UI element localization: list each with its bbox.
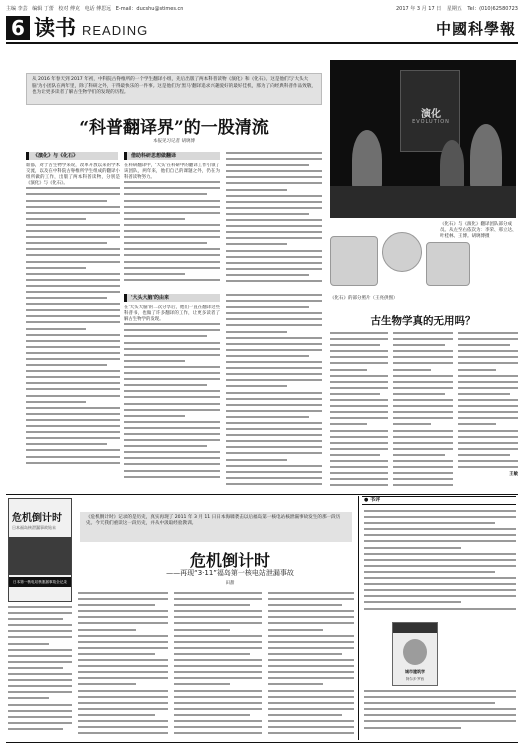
second-headline: 危机倒计时: [189, 551, 270, 570]
right-byline: 王敏: [509, 472, 518, 478]
text-lines: [364, 690, 516, 729]
sidebar-book-author: 阿尔多·罗西: [405, 677, 425, 681]
bottom-column-3: [268, 592, 354, 738]
bottom-column-0: [8, 606, 72, 738]
photo-caption: 《化石》与《演化》翻译团队部分成员。从左至右依次为：李荣、邢立达、叶桂林、王博。胡璃博摄: [440, 222, 517, 240]
text-lines: [124, 323, 220, 477]
top-info-bar: [6, 3, 518, 13]
book-cover-title: 危机倒计时: [12, 513, 62, 524]
text-lines: [226, 294, 322, 485]
editor-credit: 校对 傅克: [58, 5, 80, 12]
article-column-3: [226, 152, 322, 290]
article-column-1: [26, 163, 120, 493]
section-title: 读书: [34, 16, 76, 40]
person-figure: [470, 124, 502, 190]
section-title-en: READING: [82, 23, 149, 38]
fossil-images: [330, 232, 516, 292]
text-lines: [458, 332, 518, 468]
phone: Tel：(010)62580723: [467, 5, 518, 12]
book-cover-art: [403, 639, 427, 665]
text-lines: [124, 181, 220, 281]
right-column-1: [330, 332, 388, 492]
text-lines: [393, 332, 453, 486]
team-photo: [330, 60, 516, 218]
section-divider: [6, 494, 518, 495]
person-figure: [352, 130, 382, 190]
book-cover-header: [393, 623, 437, 633]
fossil-caption: 《化石》的部分照片（王亮供图）: [330, 296, 398, 301]
table: [330, 186, 516, 218]
second-byline: 田甜: [225, 581, 235, 586]
sidebar-title: ● 书评: [362, 496, 516, 505]
editor-credit: 编辑 丁蕾: [32, 5, 54, 12]
text-lines: [8, 606, 72, 730]
text-lines: [226, 152, 322, 282]
text-lines: [330, 332, 388, 486]
book-cover: [8, 498, 72, 602]
second-subheadline: ——再现“3·11”福岛第一核电站泄漏事故: [166, 569, 294, 577]
text-lines: [26, 187, 120, 463]
article-column-2b: [124, 305, 220, 493]
book-cover-band: 日本第一核电站核泄漏事故全记录: [9, 577, 71, 587]
bottom-column-2: [174, 592, 262, 738]
column-divider: [358, 496, 359, 740]
sidebar-text: [364, 510, 516, 618]
text-lines: [268, 592, 354, 734]
sidebar-text-2: [364, 690, 516, 738]
text-lines: [364, 510, 516, 610]
page-number: 6: [6, 16, 30, 40]
column-lead: 在'大头大脑'的二次分享后，他们一直在翻译这些科普书，也做了许多翻译的工作，让更多读者了解古生物学的发现。: [124, 305, 220, 323]
subhead-3: '大头大脑'的由来: [124, 294, 220, 302]
fossil-image: [426, 242, 470, 286]
right-column-2: [393, 332, 453, 492]
article-column-2: [124, 163, 220, 289]
text-lines: [174, 592, 262, 734]
person-figure: [440, 140, 464, 190]
fossil-image: [382, 232, 422, 272]
right-column-3: [458, 332, 518, 492]
email: E-mail：ducshu@stimes.cn: [115, 5, 184, 12]
book-cover-subtitle: 日本福岛核泄漏事故始末: [12, 525, 56, 530]
fossil-image: [330, 236, 378, 286]
book-title-en: EVOLUTION: [412, 119, 450, 125]
weekday: 星期五: [446, 5, 462, 12]
column-lead: 谁都，对于古生物学来说，改革开放以来的学术交流，以及在中科院古脊椎所学生组成的翻译小组所做的工作，出版了两本科普读物，分别是《演化》与《化石》。: [26, 163, 120, 187]
book-title: 演化: [421, 109, 441, 120]
footer-rule: [6, 742, 518, 743]
editor-credit: 电话 傅思远: [84, 5, 112, 12]
book-cover-image: [9, 537, 71, 575]
issue-date: 2017 年 3 月 17 日: [396, 5, 442, 12]
main-headline: “科普翻译界”的一股清流: [79, 118, 269, 138]
intro-box: 从 2016 年春天到 2017 年初，中科院古脊椎所的一个学生翻译小组，先后出版了两本科普读物《演化》和《化石》。这是他们与'大头大脑'为小团队在两年里，除了科研之外，干得最快乐的一件事。这是他们为'黑马'翻译追求兴趣爱好的最好佳机，那为了向经典科普作品致敬，也为让更多读者了解古生物学们的发现的历程。: [26, 73, 322, 105]
subhead-2: 借助科研思想做翻译: [124, 152, 220, 160]
sidebar-book-title: 城市建筑学: [405, 669, 425, 674]
bottom-column-1: [78, 592, 168, 738]
main-byline: 本报见习记者 胡璃博: [153, 139, 195, 144]
feature-intro-box: 《危机倒计时》记录的是历史，真实再现了 2011 年 3 月 11 日日本海啸袭击以后福岛第一核电站核泄漏事故发生的那一段历史。今天我们重读这一段历史，并从中汲取经验教训。: [80, 512, 352, 542]
editor-credit: 主编 李芸: [6, 5, 28, 12]
column-lead: 在科研翻译中，'大头'在科研中的翻译工作引领了该团队，两年来，他们自己的课题之外，仍在为科普读物努力。: [124, 163, 220, 181]
article-column-3b: [226, 294, 322, 493]
right-headline: 古生物学真的无用吗？: [370, 315, 476, 327]
sidebar-book-cover: [392, 622, 438, 686]
text-lines: [78, 592, 168, 734]
subhead-1: 《演化》与《化石》: [26, 152, 118, 160]
newspaper-logo: 中國科學報: [435, 20, 516, 38]
page-header: [6, 14, 518, 44]
